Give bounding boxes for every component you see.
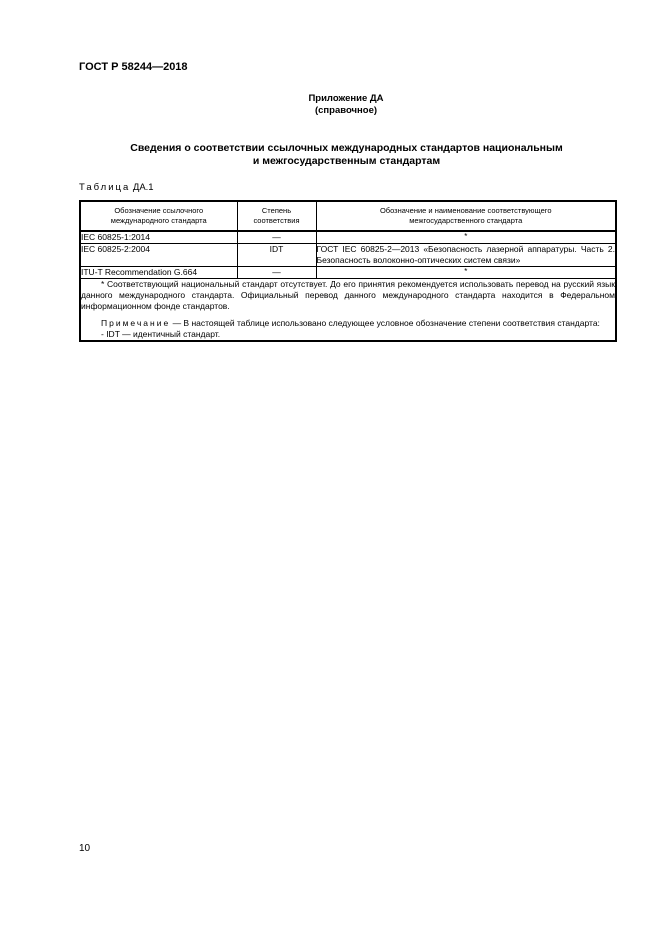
header-national-standard: Обозначение и наименование соответствующего межгосударственного стандарта bbox=[316, 201, 616, 231]
cell-international-standard: ITU-T Recommendation G.664 bbox=[80, 267, 237, 279]
section-heading-line-1: Сведения о соответствии ссылочных международных стандартов национальным bbox=[130, 142, 563, 154]
section-heading-line-2: и межгосударственным стандартам bbox=[252, 155, 441, 167]
table-caption-prefix: Таблица bbox=[79, 182, 131, 193]
cell-national-standard: ГОСТ IEC 60825-2—2013 «Безопасность лазерной аппаратуры. Часть 2. Безопасность волоконно-оптических систем связи» bbox=[316, 244, 615, 265]
table-footnote: * Соответствующий национальный стандарт отсутствует. До его принятия рекомендуется использовать перевод на русский язык данного международного стандарта. Официальный перевод данного международного стандарта находится в Федеральном информационном фонде стандартов. bbox=[81, 279, 615, 311]
cell-degree: — bbox=[237, 267, 316, 279]
table-notes bbox=[80, 279, 616, 342]
cell-degree: IDT bbox=[237, 244, 316, 267]
appendix-subtitle: (справочное) bbox=[314, 105, 378, 116]
header-international-standard: Обозначение ссылочного международного стандарта bbox=[80, 201, 237, 231]
section-heading bbox=[79, 142, 614, 168]
table-caption bbox=[79, 182, 154, 193]
cell-national-standard: * bbox=[316, 267, 616, 279]
page-number: 10 bbox=[79, 843, 91, 854]
header-degree-of-correspondence: Степень соответствия bbox=[237, 201, 316, 231]
table-row bbox=[80, 231, 616, 244]
cell-degree: — bbox=[237, 231, 316, 244]
table-header-row bbox=[80, 201, 616, 231]
standards-correspondence-table bbox=[79, 200, 617, 342]
table-notes-row bbox=[80, 279, 616, 342]
note-list-item: - IDT — идентичный стандарт. bbox=[101, 329, 221, 339]
table-row bbox=[80, 244, 616, 267]
table-caption-number: ДА.1 bbox=[130, 182, 154, 193]
cell-international-standard: IEC 60825-2:2004 bbox=[80, 244, 237, 267]
appendix-title: Приложение ДА bbox=[308, 93, 384, 104]
document-code: ГОСТ Р 58244—2018 bbox=[79, 61, 188, 73]
appendix-heading bbox=[0, 93, 661, 117]
table-row bbox=[80, 267, 616, 279]
cell-international-standard: IEC 60825-1:2014 bbox=[80, 231, 237, 244]
note-text: — В настоящей таблице использовано следующее условное обозначение степени соответствия стандарта: bbox=[170, 318, 600, 328]
note-label: Примечание bbox=[101, 318, 171, 328]
cell-national-standard: * bbox=[316, 231, 616, 244]
table-note bbox=[81, 318, 615, 329]
